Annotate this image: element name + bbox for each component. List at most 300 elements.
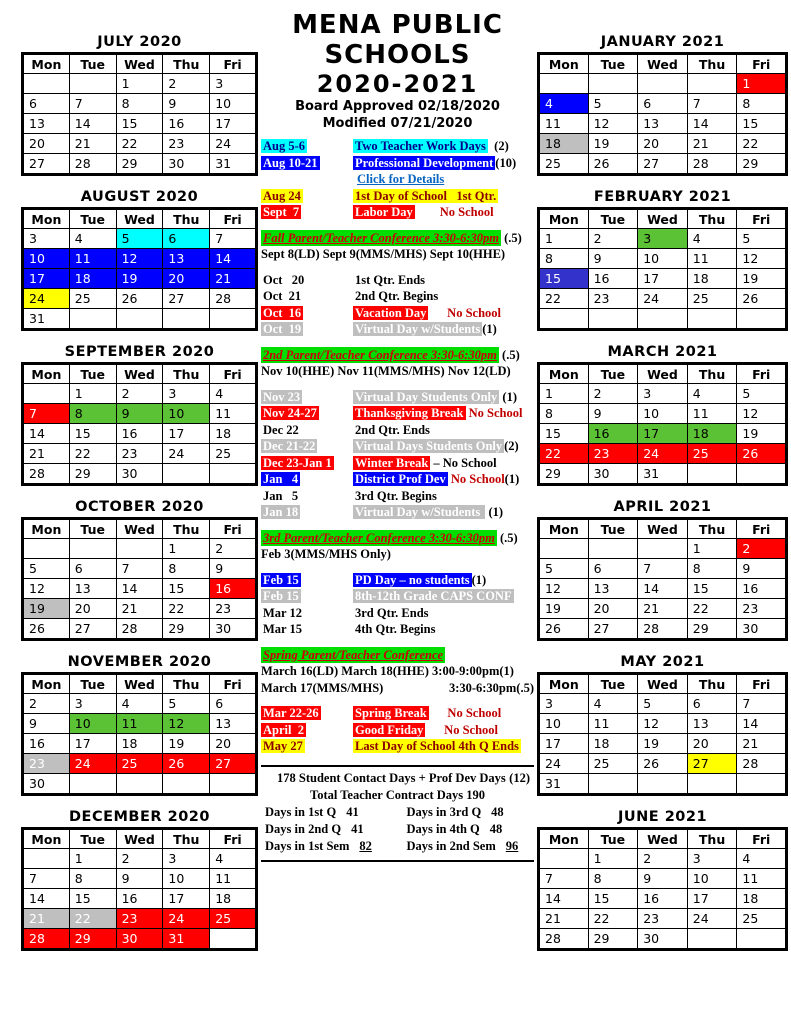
no-school-label: No School	[447, 472, 505, 486]
page-subtitle: 2020-2021	[316, 70, 479, 98]
entry-description	[353, 722, 425, 739]
day-cell: 16	[588, 269, 638, 289]
weekday-header-row	[23, 674, 257, 694]
week-row	[23, 384, 257, 404]
week-row	[539, 889, 787, 909]
day-cell: 4	[687, 384, 737, 404]
day-cell: 3	[163, 384, 210, 404]
day-cell: 22	[687, 599, 737, 619]
legend-entry	[261, 389, 534, 406]
entry-date	[261, 288, 353, 305]
day-cell: 29	[687, 619, 737, 640]
day-cell: 17	[638, 424, 688, 444]
day-cell: 6	[687, 694, 737, 714]
day-cell: 3	[638, 229, 688, 249]
day-cell: 6	[163, 229, 210, 249]
entry-date	[261, 738, 353, 755]
entry-date	[261, 605, 353, 622]
weekday-header-row	[23, 364, 257, 384]
day-cell: 10	[163, 869, 210, 889]
day-cell: 27	[163, 289, 210, 309]
month-title: JUNE 2021	[617, 809, 708, 825]
week-row	[23, 599, 257, 619]
day-cell: 28	[23, 929, 70, 950]
entry-date-highlight: Dec 22	[263, 422, 299, 437]
entry-description	[353, 738, 521, 755]
day-cell: 22	[539, 444, 589, 464]
day-cell: 9	[588, 249, 638, 269]
day-cell: 9	[116, 404, 163, 424]
day-cell: 16	[163, 114, 210, 134]
day-cell: 16	[116, 889, 163, 909]
month-table	[21, 52, 258, 176]
week-row	[23, 579, 257, 599]
day-cell	[638, 74, 688, 94]
weekday-header: Fri	[210, 519, 257, 539]
board-approved-line: Board Approved 02/18/2020	[295, 99, 500, 114]
weekday-header: Tue	[69, 674, 116, 694]
weekday-header-row	[539, 209, 787, 229]
entry-date	[261, 572, 353, 589]
right-months-column	[537, 34, 788, 964]
entry-date	[261, 504, 353, 521]
weekday-header: Wed	[638, 54, 688, 74]
day-cell: 24	[638, 444, 688, 464]
conference-heading	[261, 347, 534, 364]
day-cell: 5	[737, 229, 787, 249]
entry-description-highlight: Two Teacher Work Days	[355, 139, 486, 153]
weekday-header: Mon	[539, 519, 589, 539]
weekday-header: Tue	[69, 209, 116, 229]
entry-date-highlight: Oct 16	[263, 305, 302, 320]
entry-date-highlight: Feb 15	[263, 572, 299, 587]
entry-description-highlight: Labor Day	[355, 205, 413, 219]
conference-heading	[261, 647, 534, 664]
week-row	[23, 619, 257, 640]
weekday-header: Fri	[210, 674, 257, 694]
week-row	[539, 754, 787, 774]
day-cell: 9	[116, 869, 163, 889]
day-cell: 24	[163, 444, 210, 464]
day-cell: 9	[23, 714, 70, 734]
week-row	[539, 269, 787, 289]
weekday-header: Wed	[638, 209, 688, 229]
day-cell: 7	[23, 404, 70, 424]
week-row	[23, 114, 257, 134]
weekday-header-row	[23, 829, 257, 849]
day-cell: 6	[23, 94, 70, 114]
day-cell	[687, 929, 737, 950]
weekday-header: Wed	[638, 364, 688, 384]
contact-days-label: 178 Student Contact Days + Prof Dev Days	[277, 770, 506, 785]
week-row	[539, 849, 787, 869]
weekday-header-row	[539, 829, 787, 849]
week-row	[23, 249, 257, 269]
day-cell: 16	[588, 424, 638, 444]
entry-description-highlight: Winter Break	[355, 455, 429, 470]
day-cell: 15	[163, 579, 210, 599]
day-cell: 13	[588, 579, 638, 599]
legend-section	[261, 647, 534, 697]
entry-description	[353, 405, 466, 422]
day-cell: 17	[539, 734, 589, 754]
day-cell: 19	[23, 599, 70, 619]
day-cell: 30	[737, 619, 787, 640]
day-cell: 8	[539, 249, 589, 269]
day-cell: 31	[23, 309, 70, 330]
week-row	[539, 774, 787, 795]
day-cell: 13	[638, 114, 688, 134]
weekday-header: Fri	[210, 364, 257, 384]
day-cell: 25	[69, 289, 116, 309]
day-cell: 11	[210, 869, 257, 889]
entry-date-highlight: Mar 22-26	[263, 706, 319, 720]
day-cell: 3	[638, 384, 688, 404]
weekday-header: Wed	[638, 519, 688, 539]
week-row	[23, 539, 257, 559]
weekday-header: Tue	[588, 519, 638, 539]
conference-heading-text: 2nd Parent/Teacher Conference 3:30-6:30pm	[263, 347, 497, 362]
days-breakdown-grid	[263, 804, 532, 855]
day-cell: 5	[588, 94, 638, 114]
day-count-summary	[261, 765, 534, 862]
week-row	[539, 94, 787, 114]
days-label: Days in 1st Sem	[265, 838, 350, 853]
week-row	[539, 229, 787, 249]
week-row	[539, 734, 787, 754]
day-cell	[588, 74, 638, 94]
day-cell: 18	[539, 134, 589, 154]
day-cell: 1	[69, 849, 116, 869]
day-cell: 7	[69, 94, 116, 114]
day-cell: 6	[69, 559, 116, 579]
day-cell: 10	[539, 714, 589, 734]
count-label: (1)	[485, 505, 504, 519]
day-cell: 25	[687, 444, 737, 464]
entry-description	[353, 389, 499, 406]
month-december-2020	[21, 809, 258, 951]
day-cell: 17	[638, 269, 688, 289]
conference-heading-text: Spring Parent/Teacher Conference	[263, 647, 444, 662]
weekday-header: Thu	[163, 209, 210, 229]
legend-section	[261, 530, 534, 563]
day-cell: 24	[163, 909, 210, 929]
day-cell: 18	[116, 734, 163, 754]
day-cell: 11	[210, 404, 257, 424]
day-cell: 1	[116, 74, 163, 94]
month-april-2021	[537, 499, 788, 641]
day-cell: 11	[737, 869, 787, 889]
legend-entry	[261, 471, 534, 488]
week-row	[23, 929, 257, 950]
week-row	[539, 714, 787, 734]
day-cell: 19	[737, 424, 787, 444]
day-cell: 23	[588, 289, 638, 309]
day-cell: 7	[23, 869, 70, 889]
day-cell: 8	[687, 559, 737, 579]
day-cell	[69, 309, 116, 330]
week-row	[23, 694, 257, 714]
week-row	[23, 774, 257, 795]
day-cell: 7	[116, 559, 163, 579]
day-cell: 22	[588, 909, 638, 929]
day-cell: 6	[638, 94, 688, 114]
days-label: Days in 2nd Sem	[406, 838, 496, 853]
weekday-header: Fri	[210, 209, 257, 229]
month-february-2021	[537, 189, 788, 331]
day-cell: 8	[163, 559, 210, 579]
month-table	[21, 207, 258, 331]
day-cell: 8	[539, 404, 589, 424]
month-table	[537, 517, 788, 641]
week-row	[539, 444, 787, 464]
legend-detail-right: 3:30-6:30pm(.5)	[448, 680, 534, 695]
day-cell: 26	[23, 619, 70, 640]
day-cell: 11	[687, 404, 737, 424]
entry-date	[261, 705, 353, 722]
week-row	[539, 154, 787, 175]
days-label: Days in 1st Q	[265, 804, 337, 819]
day-cell: 14	[737, 714, 787, 734]
week-row	[539, 384, 787, 404]
legend-detail-line: March 16(LD) March 18(HHE) 3:00-9:00pm(1)	[261, 664, 514, 678]
day-cell: 19	[116, 269, 163, 289]
day-cell	[116, 539, 163, 559]
day-cell	[588, 539, 638, 559]
entry-description	[353, 572, 472, 589]
day-cell	[638, 309, 688, 330]
weekday-header: Tue	[588, 364, 638, 384]
weekday-header: Fri	[737, 209, 787, 229]
weekday-header: Wed	[116, 209, 163, 229]
month-table	[21, 672, 258, 796]
entry-description-highlight: Last Day of School 4th Q Ends	[355, 739, 519, 753]
day-cell: 2	[638, 849, 688, 869]
entry-date	[261, 438, 353, 455]
day-cell: 2	[116, 384, 163, 404]
day-cell: 5	[638, 694, 688, 714]
days-value: 41	[346, 804, 359, 819]
week-row	[539, 114, 787, 134]
day-cell	[116, 774, 163, 795]
day-cell: 26	[539, 619, 589, 640]
entry-description	[353, 288, 440, 305]
entry-description-highlight: Thanksgiving Break	[355, 406, 464, 420]
day-cell: 14	[23, 889, 70, 909]
legend-entry	[261, 188, 534, 205]
days-label: Days in 4th Q	[406, 821, 480, 836]
day-cell: 8	[588, 869, 638, 889]
day-cell: 31	[163, 929, 210, 950]
day-cell: 17	[687, 889, 737, 909]
entry-date	[261, 138, 353, 155]
day-cell: 12	[638, 714, 688, 734]
legend-detail-line: Feb 3(MMS/MHS Only)	[261, 547, 391, 561]
day-cell: 28	[210, 289, 257, 309]
month-table	[537, 672, 788, 796]
entry-date	[261, 488, 353, 505]
conference-heading-text: Fall Parent/Teacher Conference 3:30-6:30pm	[263, 230, 499, 245]
day-cell	[687, 309, 737, 330]
day-cell: 2	[116, 849, 163, 869]
day-cell: 21	[116, 599, 163, 619]
day-cell	[737, 309, 787, 330]
day-cell: 20	[638, 134, 688, 154]
day-cell: 14	[638, 579, 688, 599]
entry-description	[353, 488, 439, 505]
day-cell: 22	[163, 599, 210, 619]
day-cell: 25	[116, 754, 163, 774]
day-cell: 10	[638, 404, 688, 424]
entry-date-highlight: Nov 24-27	[263, 406, 317, 420]
day-cell: 28	[116, 619, 163, 640]
weekday-header: Fri	[210, 54, 257, 74]
conference-heading-text: 3rd Parent/Teacher Conference 3:30-6:30pm	[263, 530, 495, 545]
day-cell: 20	[687, 734, 737, 754]
weekday-header: Wed	[116, 364, 163, 384]
day-cell: 12	[116, 249, 163, 269]
entry-date-highlight: Aug 24	[263, 188, 301, 203]
day-cell: 22	[737, 134, 787, 154]
days-label: Days in 3rd Q	[406, 804, 482, 819]
entry-description	[353, 155, 495, 172]
day-cell: 3	[687, 849, 737, 869]
month-june-2021	[537, 809, 788, 951]
week-row	[23, 909, 257, 929]
days-value: 41	[351, 821, 364, 836]
day-cell: 20	[69, 599, 116, 619]
count-label: (2)	[504, 439, 519, 453]
day-cell: 21	[687, 134, 737, 154]
day-cell: 27	[638, 154, 688, 175]
day-cell: 10	[687, 869, 737, 889]
day-cell: 10	[23, 249, 70, 269]
day-cell: 9	[638, 869, 688, 889]
day-cell: 7	[539, 869, 589, 889]
week-row	[23, 289, 257, 309]
month-table	[537, 827, 788, 951]
legend-section	[261, 347, 534, 380]
entry-date	[261, 422, 353, 439]
week-row	[23, 464, 257, 485]
entry-description	[353, 605, 431, 622]
count-label: (.5)	[500, 230, 522, 245]
day-cell: 28	[539, 929, 589, 950]
day-cell: 19	[539, 599, 589, 619]
day-cell: 30	[638, 929, 688, 950]
day-cell: 14	[687, 114, 737, 134]
day-cell: 18	[210, 889, 257, 909]
count-label: (1)	[504, 472, 520, 486]
day-cell: 7	[210, 229, 257, 249]
entry-date-highlight: Dec 21-22	[263, 439, 316, 453]
day-cell: 19	[737, 269, 787, 289]
weekday-header: Fri	[737, 519, 787, 539]
week-row	[23, 559, 257, 579]
entry-date	[261, 272, 353, 289]
day-cell: 8	[116, 94, 163, 114]
day-cell: 23	[116, 909, 163, 929]
day-cell: 14	[539, 889, 589, 909]
day-cell: 26	[588, 154, 638, 175]
day-cell: 30	[23, 774, 70, 795]
days-value: 96	[505, 838, 519, 853]
day-cell: 16	[116, 424, 163, 444]
day-cell: 5	[23, 559, 70, 579]
entry-description-highlight: Virtual Days Students Only	[355, 439, 503, 453]
weekday-header: Thu	[687, 364, 737, 384]
week-row	[23, 154, 257, 175]
day-cell: 26	[638, 754, 688, 774]
entry-date-highlight: Aug 5-6	[263, 139, 306, 153]
entry-description	[353, 588, 514, 605]
day-cell: 30	[588, 464, 638, 485]
month-title: MARCH 2021	[607, 344, 718, 360]
count-label: (1)	[499, 389, 517, 404]
day-cell: 4	[69, 229, 116, 249]
entry-date	[261, 155, 353, 172]
month-table	[537, 362, 788, 486]
entry-description	[353, 504, 485, 521]
modified-line: Modified 07/21/2020	[322, 116, 473, 131]
week-row	[539, 134, 787, 154]
day-cell: 23	[638, 909, 688, 929]
no-school-label: No School	[428, 706, 502, 720]
weekday-header: Wed	[638, 674, 688, 694]
legend-detail-left: March 17(MMS/MHS)	[261, 680, 384, 695]
day-cell: 11	[69, 249, 116, 269]
day-cell: 20	[23, 134, 70, 154]
weekday-header: Mon	[23, 209, 70, 229]
week-row	[539, 289, 787, 309]
day-cell: 27	[23, 154, 70, 175]
legend-entry	[261, 155, 534, 172]
day-cell: 11	[116, 714, 163, 734]
no-school-label: No School	[428, 305, 501, 320]
legend-detail-line	[261, 680, 534, 697]
day-cell: 21	[638, 599, 688, 619]
entry-date-highlight: Dec 23-Jan 1	[263, 455, 332, 470]
week-row	[539, 309, 787, 330]
entry-description-highlight: 2nd Qtr. Begins	[355, 289, 439, 303]
day-cell: 15	[539, 269, 589, 289]
day-cell: 17	[69, 734, 116, 754]
count-label: (1)	[471, 572, 487, 587]
month-october-2020	[21, 499, 258, 641]
conference-heading	[261, 230, 534, 247]
weekday-header: Wed	[116, 519, 163, 539]
day-cell: 26	[737, 289, 787, 309]
entry-date-highlight: Jan 5	[263, 488, 299, 503]
weekday-header: Mon	[23, 674, 70, 694]
day-cell: 12	[539, 579, 589, 599]
week-row	[539, 909, 787, 929]
details-link[interactable]: Click for Details	[357, 172, 445, 186]
day-cell	[539, 74, 589, 94]
day-cell: 30	[116, 929, 163, 950]
legend-entry	[261, 455, 534, 472]
weekday-header: Thu	[687, 54, 737, 74]
day-cell	[638, 539, 688, 559]
day-cell: 28	[69, 154, 116, 175]
day-cell: 1	[737, 74, 787, 94]
entry-description-highlight: Virtual Day Students Only	[355, 389, 498, 404]
day-cell: 16	[23, 734, 70, 754]
week-row	[539, 74, 787, 94]
month-table	[21, 362, 258, 486]
day-cell	[539, 539, 589, 559]
month-table	[21, 517, 258, 641]
